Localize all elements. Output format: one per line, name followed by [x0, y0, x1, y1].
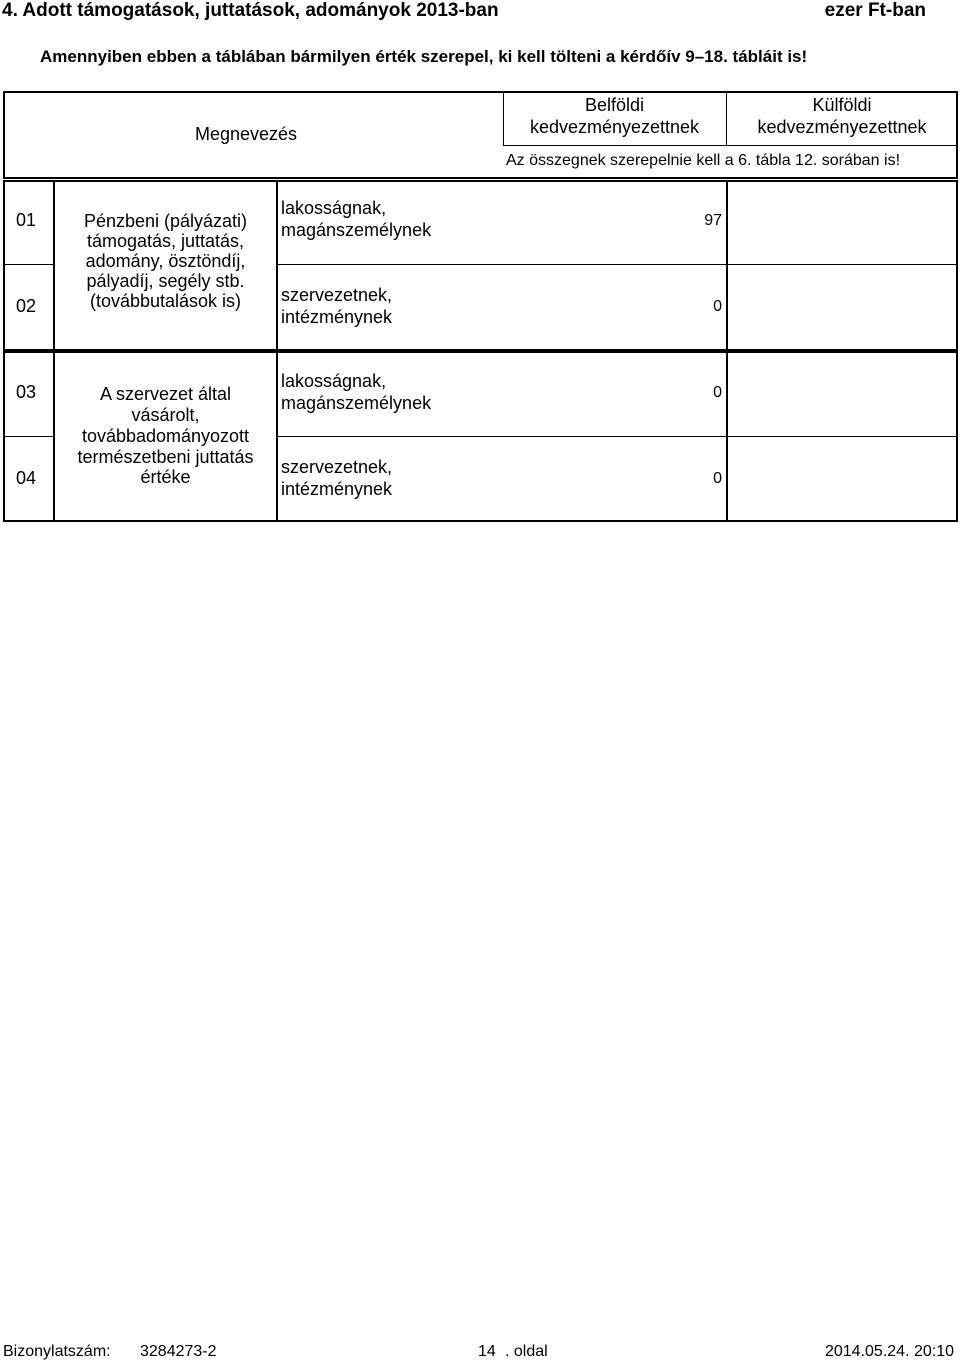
- group-2-desc-line1: A szervezet által: [99, 384, 232, 404]
- header-divider-h: [503, 145, 958, 146]
- doc-number-label: Bizonylatszám:: [3, 1343, 111, 1360]
- row-03-sub-line1: lakosságnak,: [281, 371, 387, 391]
- row-01-sub-line1: lakosságnak,: [281, 198, 387, 218]
- row-code-04: 04: [16, 468, 37, 488]
- group-1-div-b: [276, 180, 278, 351]
- header-foreign-line1: Külföldi: [812, 95, 872, 115]
- group-1-desc-line2: támogatás, juttatás,: [86, 231, 245, 251]
- notice-text: Amennyiben ebben a táblában bármilyen érték szerepel, ki kell tölteni a kérdőív 9–18. tábláit is!: [40, 47, 808, 66]
- row-04-sub-line1: szervezetnek,: [281, 457, 393, 477]
- row-02-domestic-value: 0: [713, 298, 722, 315]
- row-code-02: 02: [16, 296, 37, 316]
- row-01-domestic-value: 97: [704, 212, 722, 229]
- group-2-desc-line2: vásárolt,: [131, 405, 200, 425]
- page-title: 4. Adott támogatások, juttatások, adományok 2013-ban: [2, 0, 499, 21]
- row-code-01: 01: [16, 210, 37, 230]
- group-1-desc-line5: (továbbutalások is): [89, 291, 242, 311]
- group-1-row-sep-right: [276, 264, 958, 265]
- row-04-sub-line2: intézménynek: [281, 479, 393, 499]
- header-domestic-line2: kedvezményezettnek: [529, 117, 700, 137]
- group-2-row-sep-right: [276, 436, 958, 437]
- header-domestic-line1: Belföldi: [584, 95, 645, 115]
- row-01-sub-line2: magánszemélynek: [281, 220, 432, 240]
- group-2-row-sep-code: [3, 436, 53, 437]
- row-02-sub-line2: intézménynek: [281, 307, 393, 327]
- row-code-03: 03: [16, 382, 37, 402]
- row-03-domestic-value: 0: [713, 384, 722, 401]
- group-1-desc-line1: Pénzbeni (pályázati): [83, 211, 248, 231]
- row-02-sub-line1: szervezetnek,: [281, 285, 393, 305]
- page-number: 14: [478, 1343, 496, 1360]
- header-foreign-line2: kedvezményezettnek: [757, 117, 927, 137]
- timestamp: 2014.05.24. 20:10: [824, 1343, 954, 1360]
- unit-label: ezer Ft-ban: [824, 0, 926, 21]
- group-2-desc-line4: természetbeni juttatás: [77, 447, 254, 467]
- header-note: Az összegnek szerepelnie kell a 6. tábla 12. sorában is!: [506, 152, 901, 169]
- group-1-desc-line3: adomány, ösztöndíj,: [85, 251, 246, 271]
- group-2-desc-line3: továbbadományozott: [81, 426, 250, 446]
- doc-number: 3284273-2: [140, 1343, 217, 1360]
- group-1-desc-line4: pályadíj, segély stb.: [86, 271, 245, 291]
- group-2-desc-line5: értéke: [140, 467, 191, 487]
- header-name-col: Megnevezés: [195, 124, 298, 144]
- group-1-div-c: [726, 180, 728, 351]
- row-04-domestic-value: 0: [713, 470, 722, 487]
- row-03-sub-line2: magánszemélynek: [281, 393, 432, 413]
- group-1-row-sep-code: [3, 264, 53, 265]
- page-label: . oldal: [505, 1343, 548, 1360]
